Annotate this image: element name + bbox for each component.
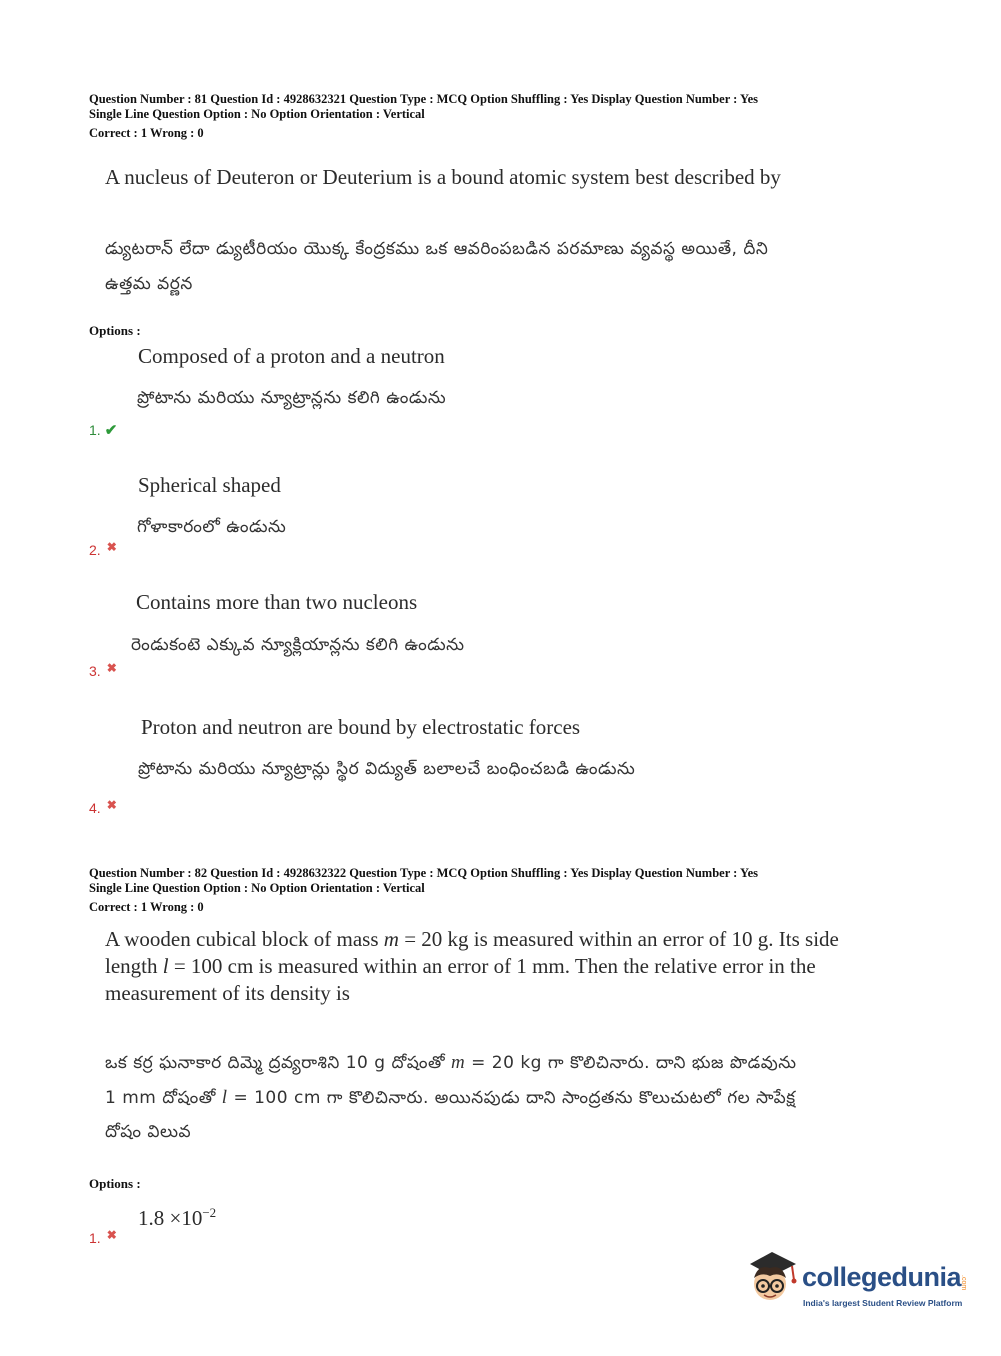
option-4-text-te: ప్రోటాను మరియు న్యూట్రాన్లు స్థిర విద్యుత్ బలాలచే బంధించబడి ఉండును (138, 759, 636, 779)
logo-tagline: India's largest Student Review Platform (803, 1298, 963, 1308)
question-82-text-te-line3: దోషం విలువ (105, 1122, 192, 1142)
option-2-number (89, 540, 117, 558)
text-segment: = 20 kg గా కొలిచినారు. దాని భుజ పొడవును (465, 1053, 797, 1073)
meta-line-2: Single Line Question Option : No Option Orientation : Vertical (89, 881, 425, 895)
option-1-number (89, 421, 117, 439)
text-segment: 1 mm దోషంతో (105, 1088, 222, 1108)
text-segment: A wooden cubical block of mass (105, 927, 384, 951)
options-label: Options : (89, 1176, 141, 1191)
text-segment: = 100 cm గా కొలిచినారు. అయినపుడు దాని సాంద్రతను కొలుచుటలో గల సాపేక్ష (227, 1088, 796, 1108)
variable-m: m (383, 927, 399, 951)
option-1-text (138, 1205, 216, 1231)
option-number: 2. (89, 542, 101, 558)
question-82-text-en-line2 (105, 953, 816, 980)
option-2-text-en: Spherical shaped (138, 473, 281, 497)
text-segment: = 20 kg is measured within an error of 10 g. Its side (398, 927, 839, 951)
meta-line-3: Correct : 1 Wrong : 0 (89, 900, 204, 914)
text-segment: = 100 cm is measured within an error of 1 mm. Then the relative error in the (168, 954, 816, 978)
variable-m: m (451, 1052, 466, 1073)
text-segment: 1.8 ×10 (138, 1206, 203, 1230)
option-2-text-te: గోళాకారంలో ఉండును (137, 517, 287, 537)
text-segment: length (105, 954, 163, 978)
question-81-meta (89, 92, 758, 141)
cross-icon: ✖ (106, 1228, 117, 1242)
question-82-meta (89, 866, 758, 915)
variable-l: l (221, 1087, 228, 1108)
option-3-number (89, 661, 117, 679)
meta-line-2: Single Line Question Option : No Option Orientation : Vertical (89, 107, 425, 121)
check-icon: ✔ (104, 422, 118, 439)
text-segment: ఒక కర్ర ఘనాకార దిమ్మె ద్రవ్యరాశిని 10 g దోషంతో (105, 1053, 452, 1073)
question-81-text-en: A nucleus of Deuteron or Deuterium is a bound atomic system best described by (105, 165, 781, 189)
question-82-text-en-line1 (105, 926, 839, 953)
option-1-number (89, 1228, 117, 1246)
cross-icon: ✖ (106, 540, 117, 554)
cross-icon: ✖ (106, 798, 117, 812)
question-82-text-te-line1 (105, 1052, 797, 1077)
option-number: 3. (89, 663, 101, 679)
option-number: 4. (89, 800, 101, 816)
exponent: −2 (202, 1205, 217, 1220)
collegedunia-mascot-icon (744, 1250, 804, 1312)
meta-line-1: Question Number : 82 Question Id : 4928632322 Question Type : MCQ Option Shuffling : Yes Display Question Number : Yes (89, 866, 759, 880)
logo-wordmark: collegedunia (802, 1262, 962, 1292)
option-1-text-en: Composed of a proton and a neutron (138, 344, 445, 368)
option-4-text-en: Proton and neutron are bound by electrostatic forces (141, 715, 581, 739)
meta-line-3: Correct : 1 Wrong : 0 (89, 126, 204, 140)
option-3-text-en: Contains more than two nucleons (136, 590, 418, 614)
option-number: 1. (89, 1230, 101, 1246)
option-3-text-te: రెండుకంటె ఎక్కువ న్యూక్లియాన్లను కలిగి ఉండును (131, 635, 465, 655)
option-4-number (89, 798, 117, 816)
question-81-text-te-line2: ఉత్తమ వర్ణన (105, 274, 193, 294)
options-label: Options : (89, 323, 141, 338)
option-number: 1. (89, 422, 101, 438)
question-82-text-en-line3: measurement of its density is (105, 981, 350, 1005)
meta-line-1: Question Number : 81 Question Id : 4928632321 Question Type : MCQ Option Shuffling : Yes Display Question Number : Yes (89, 92, 759, 106)
variable-l: l (162, 954, 169, 978)
option-1-text-te: ప్రోటాను మరియు న్యూట్రాన్లను కలిగి ఉండును (137, 388, 447, 408)
question-82-text-te-line2 (105, 1087, 796, 1112)
question-81-text-te-line1: డ్యుటరాన్ లేదా డ్యుటీరియం యొక్క కేంద్రకము ఒక ఆవరింపబడిన పరమాణు వ్యవస్థ అయితే, దీని (105, 239, 769, 259)
logo-dotcom: .com (960, 1275, 967, 1291)
cross-icon: ✖ (106, 661, 117, 675)
